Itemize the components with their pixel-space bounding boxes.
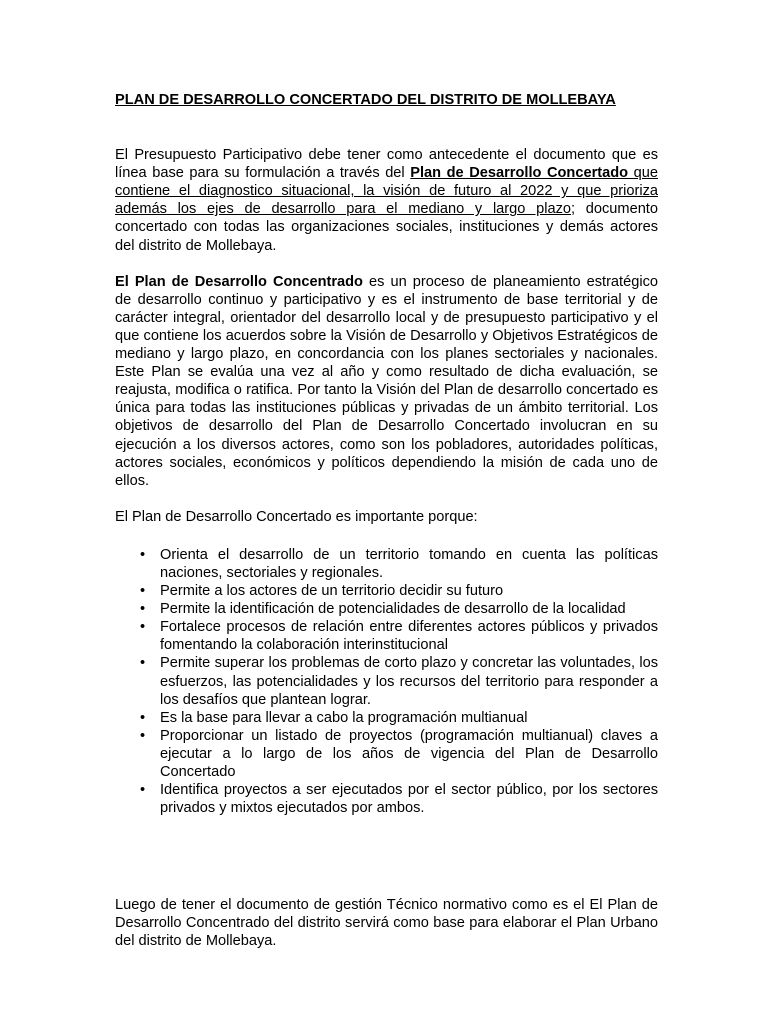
definition-text: es un proceso de planeamiento estratégico de desarrollo continuo y participativo y es el instrumento de base territorial y de carácter integral, orientador del desarrollo local y de presupuesto participativo y el que contiene los acuerdos sobre la Visión de Desarrollo y Objetivos Estratégicos de mediano y largo plazo, en concordancia con los planes sectoriales y nacionales. Este Plan se evalúa una vez al año y como resultado de dicha evaluación, se reajusta, modifica o ratifica. Por tanto la Visión del Plan de desarrollo concertado es única para todas las instituciones públicas y privadas de un ámbito territorial. Los objetivos de desarrollo del Plan de Desarrollo Concertado involucran en su ejecución a los diversos actores, como son los pobladores, autoridades políticas, actores sociales, económicos y políticos dependiendo la misión de cada uno de ellos. bbox=[115, 273, 658, 489]
list-item-text: Es la base para llevar a cabo la programación multianual bbox=[160, 709, 528, 726]
importance-intro: El Plan de Desarrollo Concertado es importante porque: bbox=[115, 508, 478, 525]
list-item bbox=[115, 546, 658, 582]
bullet-icon: • bbox=[140, 727, 146, 744]
list-item-text: Fortalece procesos de relación entre diferentes actores públicos y privados fomentando la colaboración interinstitucional bbox=[160, 619, 658, 654]
list-item bbox=[115, 654, 658, 708]
list-item-text: Permite superar los problemas de corto plazo y concretar las voluntades, los esfuerzos, las potencialidades y los recursos del territorio para responder a los desafíos que plantean lograr. bbox=[160, 655, 658, 708]
list-item bbox=[115, 618, 658, 654]
bullet-icon: • bbox=[140, 709, 146, 726]
plan-description-underlined: que contiene el diagnostico situacional, la visión de futuro al 2022 y que prioriza además los ejes de desarrollo para el mediano y largo plazo bbox=[115, 165, 658, 218]
bullet-icon: • bbox=[140, 619, 146, 636]
plan-name-highlight: Plan de Desarrollo Concertado bbox=[410, 165, 629, 182]
list-item bbox=[115, 727, 658, 781]
bullet-icon: • bbox=[140, 601, 146, 618]
bullet-icon: • bbox=[140, 655, 146, 672]
intro-text-after: ; documento concertado con todas las organizaciones sociales, instituciones y demás actores del distrito de Mollebaya. bbox=[115, 201, 658, 254]
list-item-text: Proporcionar un listado de proyectos (programación multianual) claves a ejecutar a lo largo de los años de vigencia del Plan de Desarrollo Concertado bbox=[160, 727, 658, 780]
document-page bbox=[115, 91, 658, 951]
document-title: PLAN DE DESARROLLO CONCERTADO DEL DISTRITO DE MOLLEBAYA bbox=[115, 92, 616, 108]
bullet-icon: • bbox=[140, 583, 146, 600]
bullet-icon: • bbox=[140, 546, 146, 563]
list-item bbox=[115, 600, 658, 618]
definition-term: El Plan de Desarrollo Concentrado bbox=[115, 273, 363, 290]
intro-paragraph bbox=[115, 146, 658, 255]
list-item bbox=[115, 709, 658, 727]
closing-paragraph: Luego de tener el documento de gestión Técnico normativo como es el El Plan de Desarrollo Concentrado del distrito servirá como base para elaborar el Plan Urbano del distrito de Mollebaya. bbox=[115, 897, 658, 950]
intro-text-before: El Presupuesto Participativo debe tener como antecedente el documento que es línea base para su formulación a través del bbox=[115, 147, 658, 182]
list-item-text: Permite la identificación de potencialidades de desarrollo de la localidad bbox=[160, 601, 626, 618]
list-item bbox=[115, 582, 658, 600]
importance-list bbox=[115, 546, 658, 817]
list-item-text: Orienta el desarrollo de un territorio tomando en cuenta las políticas naciones, sectoriales y regionales. bbox=[160, 546, 658, 581]
definition-paragraph bbox=[115, 273, 658, 490]
list-item bbox=[115, 781, 658, 817]
bullet-icon: • bbox=[140, 782, 146, 799]
list-item-text: Identifica proyectos a ser ejecutados por el sector público, por los sectores privados y mixtos ejecutados por ambos. bbox=[160, 782, 658, 817]
list-item-text: Permite a los actores de un territorio decidir su futuro bbox=[160, 583, 504, 600]
